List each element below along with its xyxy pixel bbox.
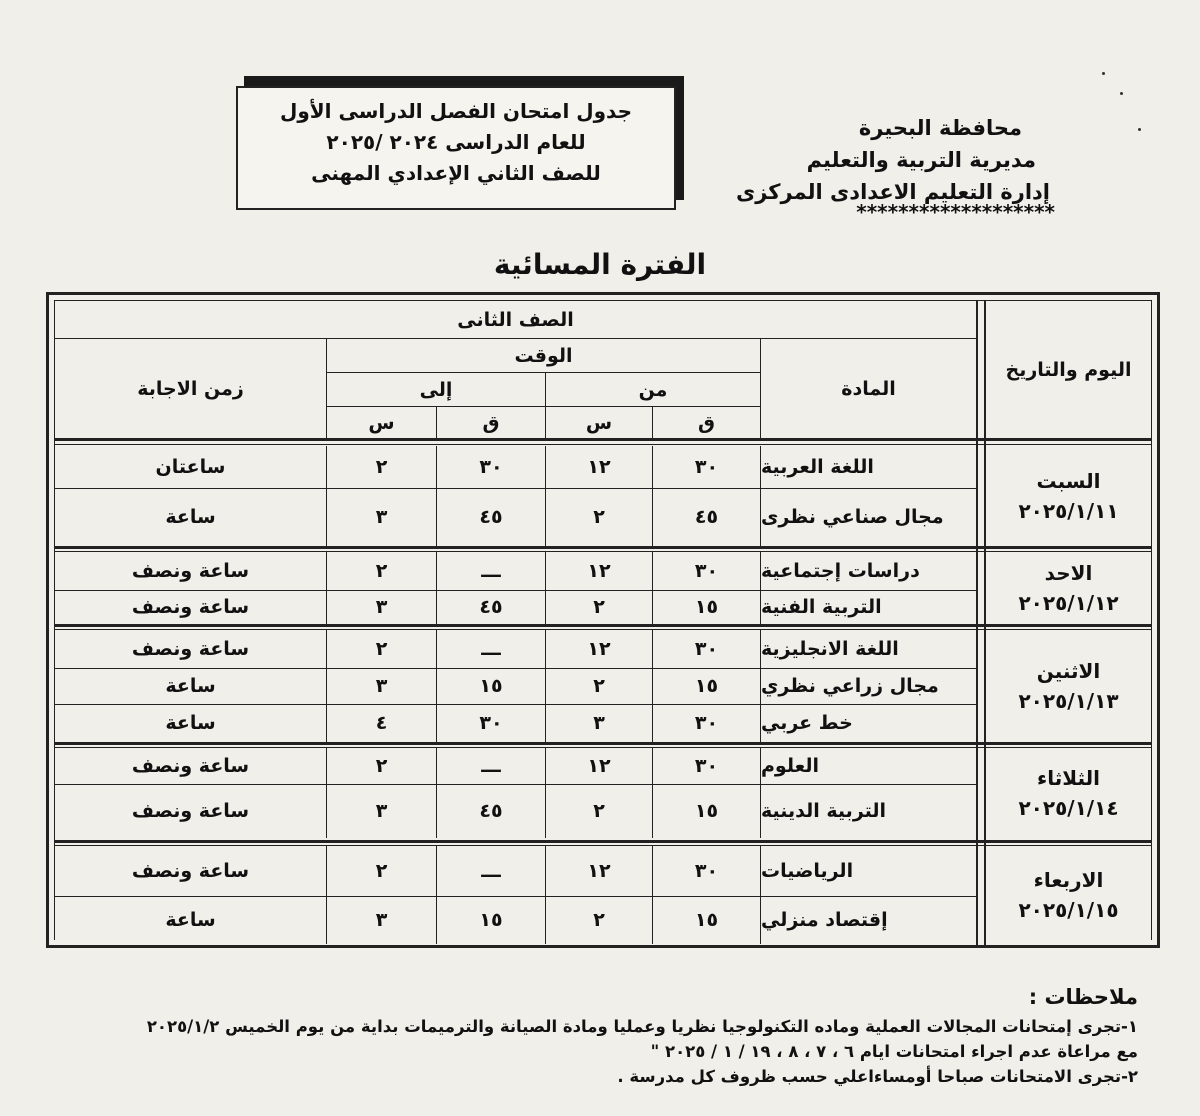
table-rule (55, 438, 1152, 441)
to-hour-cell: ٣ (375, 596, 388, 618)
from-hour-cell: ١٢ (587, 456, 611, 478)
from-minute-cell: ١٥ (694, 909, 719, 931)
notes-heading: ملاحظات : (1028, 985, 1138, 1009)
exam-date: ٢٠٢٥/١/١١ (1018, 499, 1119, 523)
exam-date: ٢٠٢٥/١/١٤ (1018, 796, 1119, 820)
from-minute-cell: ١٥ (694, 596, 719, 618)
subject-cell: مجال زراعي نظري (761, 675, 939, 697)
from-minute-cell: ٣٠ (694, 860, 719, 882)
subject-cell: مجال صناعي نظرى (761, 506, 944, 528)
note-1-continued: مع مراعاة عدم اجراء امتحانات ايام ٦ ، ٧ ، ٨ ، ١٩ / ١ / ٢٠٢٥ " (650, 1042, 1138, 1061)
table-outer-border (46, 292, 49, 948)
duration-cell: ساعة ونصف (131, 638, 250, 660)
subject-cell: اللغة العربية (761, 456, 874, 478)
to-hour-cell: ٣ (375, 909, 388, 931)
table-rule (976, 300, 978, 946)
subject-header: المادة (841, 377, 896, 400)
table-rule (1151, 300, 1152, 940)
duration-cell: ساعة ونصف (131, 860, 250, 882)
note-2: ٢-تجرى الامتحانات صباحا أومساءاعلي حسب ظروف كل مدرسة . (617, 1067, 1138, 1086)
from-minute-cell: ١٥ (694, 675, 719, 697)
from-hour-cell: ٢ (593, 506, 605, 528)
duration-cell: ساعتان (155, 456, 226, 478)
day-name: الثلاثاء (1037, 766, 1100, 790)
from-minute-header: ق (698, 411, 715, 434)
from-hour-cell: ١٢ (587, 560, 611, 582)
period-title: الفترة المسائية (493, 248, 707, 281)
from-minute-cell: ١٥ (694, 800, 719, 822)
to-hour-cell: ٣ (375, 675, 388, 697)
day-name: الاحد (1044, 561, 1093, 585)
notes-section (38, 985, 1138, 1089)
to-header: إلى (419, 378, 453, 401)
to-minute-cell: ـــ (481, 638, 501, 660)
to-minute-cell: ١٥ (479, 909, 503, 931)
duration-cell: ساعة (165, 506, 216, 528)
from-hour-cell: ٢ (593, 675, 605, 697)
duration-cell: ساعة (165, 712, 216, 734)
table-rule (55, 444, 1152, 445)
administration-name: إدارة التعليم الاعدادى المركزى (736, 180, 1050, 204)
from-hour-header: س (585, 411, 613, 434)
to-hour-cell: ٤ (375, 712, 388, 734)
exam-date: ٢٠٢٥/١/١٢ (1018, 591, 1119, 615)
scan-speck (1102, 72, 1105, 75)
governorate-name: محافظة البحيرة (858, 116, 1022, 140)
day-name: السبت (1036, 469, 1101, 493)
to-minute-cell: ـــ (481, 560, 501, 582)
table-outer-border (1157, 292, 1160, 948)
to-minute-header: ق (482, 411, 500, 434)
subject-cell: اللغة الانجليزية (761, 638, 899, 660)
subject-cell: خط عربي (761, 712, 853, 734)
subject-cell: العلوم (761, 755, 819, 777)
to-minute-cell: ٣٠ (479, 712, 503, 734)
note-1: ١-تجرى إمتحانات المجالات العملية وماده التكنولوجيا نظريا وعمليا ومادة الصيانة والترميمات بداية من يوم الخميس ٢٠٢٥/١/٢ (146, 1017, 1138, 1036)
from-minute-cell: ٣٠ (694, 456, 719, 478)
from-hour-cell: ٢ (593, 800, 605, 822)
to-hour-cell: ٢ (375, 560, 388, 582)
group-separator (55, 742, 1152, 745)
to-hour-cell: ٣ (375, 506, 388, 528)
to-minute-cell: ٤٥ (479, 800, 503, 822)
from-minute-cell: ٣٠ (694, 638, 719, 660)
subject-cell: دراسات إجتماعية (761, 560, 920, 582)
from-minute-cell: ٣٠ (694, 712, 719, 734)
from-minute-cell: ٣٠ (694, 560, 719, 582)
from-hour-cell: ٣ (593, 712, 605, 734)
day-name: الاربعاء (1033, 868, 1104, 892)
to-hour-cell: ٢ (375, 638, 388, 660)
title-box (236, 86, 676, 210)
scan-speck (1138, 128, 1141, 131)
subject-cell: الرياضيات (761, 860, 854, 882)
from-hour-cell: ١٢ (587, 638, 611, 660)
group-separator (55, 840, 1152, 843)
directorate-name: مديرية التربية والتعليم (806, 148, 1036, 172)
day-cell (986, 846, 1151, 944)
duration-cell: ساعة ونصف (131, 560, 250, 582)
to-hour-header: س (368, 411, 395, 434)
from-hour-cell: ٢ (593, 909, 605, 931)
to-minute-cell: ٤٥ (479, 596, 503, 618)
duration-cell: ساعة ونصف (131, 800, 250, 822)
day-cell (986, 748, 1151, 838)
to-minute-cell: ١٥ (479, 675, 503, 697)
duration-cell: ساعة ونصف (131, 755, 250, 777)
grade-header: الصف الثانى (457, 308, 574, 331)
to-hour-cell: ٣ (375, 800, 388, 822)
day-cell (986, 446, 1151, 546)
to-hour-cell: ٢ (375, 755, 388, 777)
to-hour-cell: ٢ (375, 860, 388, 882)
header-stars-divider: ******************* (856, 200, 1055, 224)
time-header: الوقت (514, 344, 573, 367)
group-separator (55, 546, 1152, 549)
subject-cell: التربية الدينية (761, 800, 887, 822)
subject-cell: التربية الفنية (761, 596, 882, 618)
title-line-1: جدول امتحان الفصل الدراسى الأول (279, 99, 633, 123)
exam-date: ٢٠٢٥/١/١٥ (1018, 898, 1119, 922)
duration-cell: ساعة (165, 909, 216, 931)
duration-cell: ساعة (165, 675, 216, 697)
table-outer-border (46, 292, 1160, 295)
from-minute-cell: ٣٠ (694, 755, 719, 777)
to-minute-cell: ـــ (481, 860, 501, 882)
from-header: من (638, 378, 668, 401)
to-minute-cell: ٣٠ (479, 456, 503, 478)
exam-date: ٢٠٢٥/١/١٣ (1018, 689, 1119, 713)
day-cell (986, 630, 1151, 742)
day-name: الاثنين (1036, 659, 1101, 683)
from-hour-cell: ١٢ (587, 860, 611, 882)
from-minute-cell: ٤٥ (694, 506, 719, 528)
duration-cell: ساعة ونصف (131, 596, 250, 618)
scan-speck (1120, 92, 1123, 95)
from-hour-cell: ٢ (593, 596, 605, 618)
day-cell (986, 552, 1151, 624)
issuing-authority (670, 112, 1050, 208)
to-minute-cell: ـــ (481, 755, 501, 777)
to-minute-cell: ٤٥ (479, 506, 503, 528)
day-date-header: اليوم والتاريخ (1005, 358, 1132, 381)
subject-cell: إقتصاد منزلي (761, 909, 888, 931)
group-separator (55, 624, 1152, 627)
title-line-3: للصف الثاني الإعدادي المهنى (311, 161, 601, 185)
to-hour-cell: ٢ (375, 456, 388, 478)
table-outer-border (46, 945, 1160, 948)
from-hour-cell: ١٢ (587, 755, 611, 777)
title-line-2: للعام الدراسى ٢٠٢٤ /٢٠٢٥ (326, 130, 586, 154)
duration-header: زمن الاجابة (137, 377, 244, 400)
